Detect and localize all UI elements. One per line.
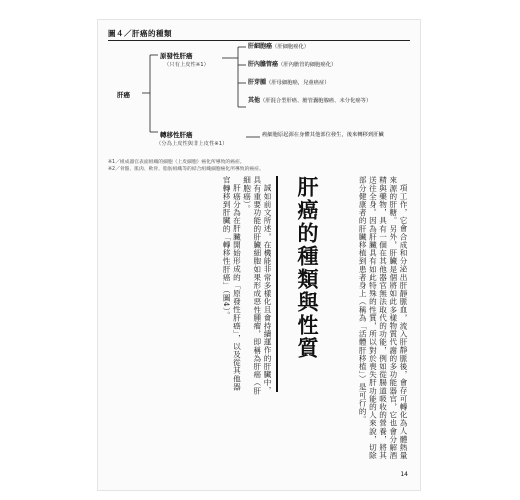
paragraph: 項工作，它會合成和分泌出肝靜脈血，流入肝靜脈後，會存可轉化為人體熱量來源的肝糖。另外，肝臟是個將如此多樣物質代謝的多功能器官，它也會分解酒精與藥物，具有一個在其他器官無法取代的功能，例如從腸道吸收的營養，將其送往全身。因為肝臟具有如此特殊的性質，所以對於喪失肝功能的人來說，切除部分健康者的肝臟移植到患者身上（稱為「活體肝移植」）是可行的。 xyxy=(358,176,408,460)
diagram-connectors xyxy=(98,20,420,160)
metastatic-cancer-note: （分為上皮性與非上皮性※1） xyxy=(156,141,228,147)
diagram-root-label: 肝癌 xyxy=(117,91,130,99)
type-name: 其他 xyxy=(248,97,261,104)
figure-title: 圖４／肝癌的種類 xyxy=(108,29,172,38)
primary-cancer-label: 原發性肝癌 xyxy=(160,52,193,60)
article-headline: 肝癌的種類與性質 xyxy=(295,176,319,360)
type-desc: （肝細胞癌化） xyxy=(272,44,310,50)
type-hepatoblastoma xyxy=(248,79,330,87)
metastatic-cancer-label: 轉移性肝癌 xyxy=(160,131,193,139)
headline-rule xyxy=(276,176,278,392)
type-hepatocellular xyxy=(248,43,309,51)
page-number: 14 xyxy=(400,471,408,478)
body-text-left xyxy=(110,176,272,396)
primary-cancer-note: （只有上皮性※1） xyxy=(164,62,209,68)
type-name: 肝細胞癌 xyxy=(248,43,273,50)
liver-cancer-type-diagram xyxy=(98,20,420,160)
type-desc: （肝內膽管的細胞癌化） xyxy=(278,62,337,68)
book-page xyxy=(98,20,420,490)
type-other xyxy=(248,97,388,105)
metastatic-description: 癌細胞原起源在身體其他部位發生，後來轉移到肝臟 xyxy=(262,132,384,138)
type-name: 肝內膽管癌 xyxy=(248,61,279,68)
footnote-1: ※1／組成器官表面組織的細胞（上皮細胞）癌化所導致的癌症。 xyxy=(108,160,245,165)
paragraph: 肝癌分為在肝臟開始形成的「原發性肝癌」，以及從其他器官轉移到肝臟的「轉移性肝癌」（圖4）。 xyxy=(222,176,242,391)
type-intrahepatic-bile-duct xyxy=(248,61,336,69)
type-desc: （肝母細胞癌，兒童癌症） xyxy=(266,80,330,86)
type-name: 肝芽腫 xyxy=(248,79,267,86)
paragraph: 誠如前文所述，在機能非常多樣化且會持續運作的肝臟中，具有重要功能的肝臟細胞如果形成惡性腫瘤，即稱為肝癌（肝細胞癌）。 xyxy=(242,176,272,395)
footnote-2: ※2／骨骼、肌肉、軟骨、脂肪組織等的結合組織細胞癌化所導致的癌症。 xyxy=(108,167,264,172)
type-desc: （肝混合型肝癌、膽管囊胞腺癌、未分化癌等） xyxy=(260,98,372,104)
